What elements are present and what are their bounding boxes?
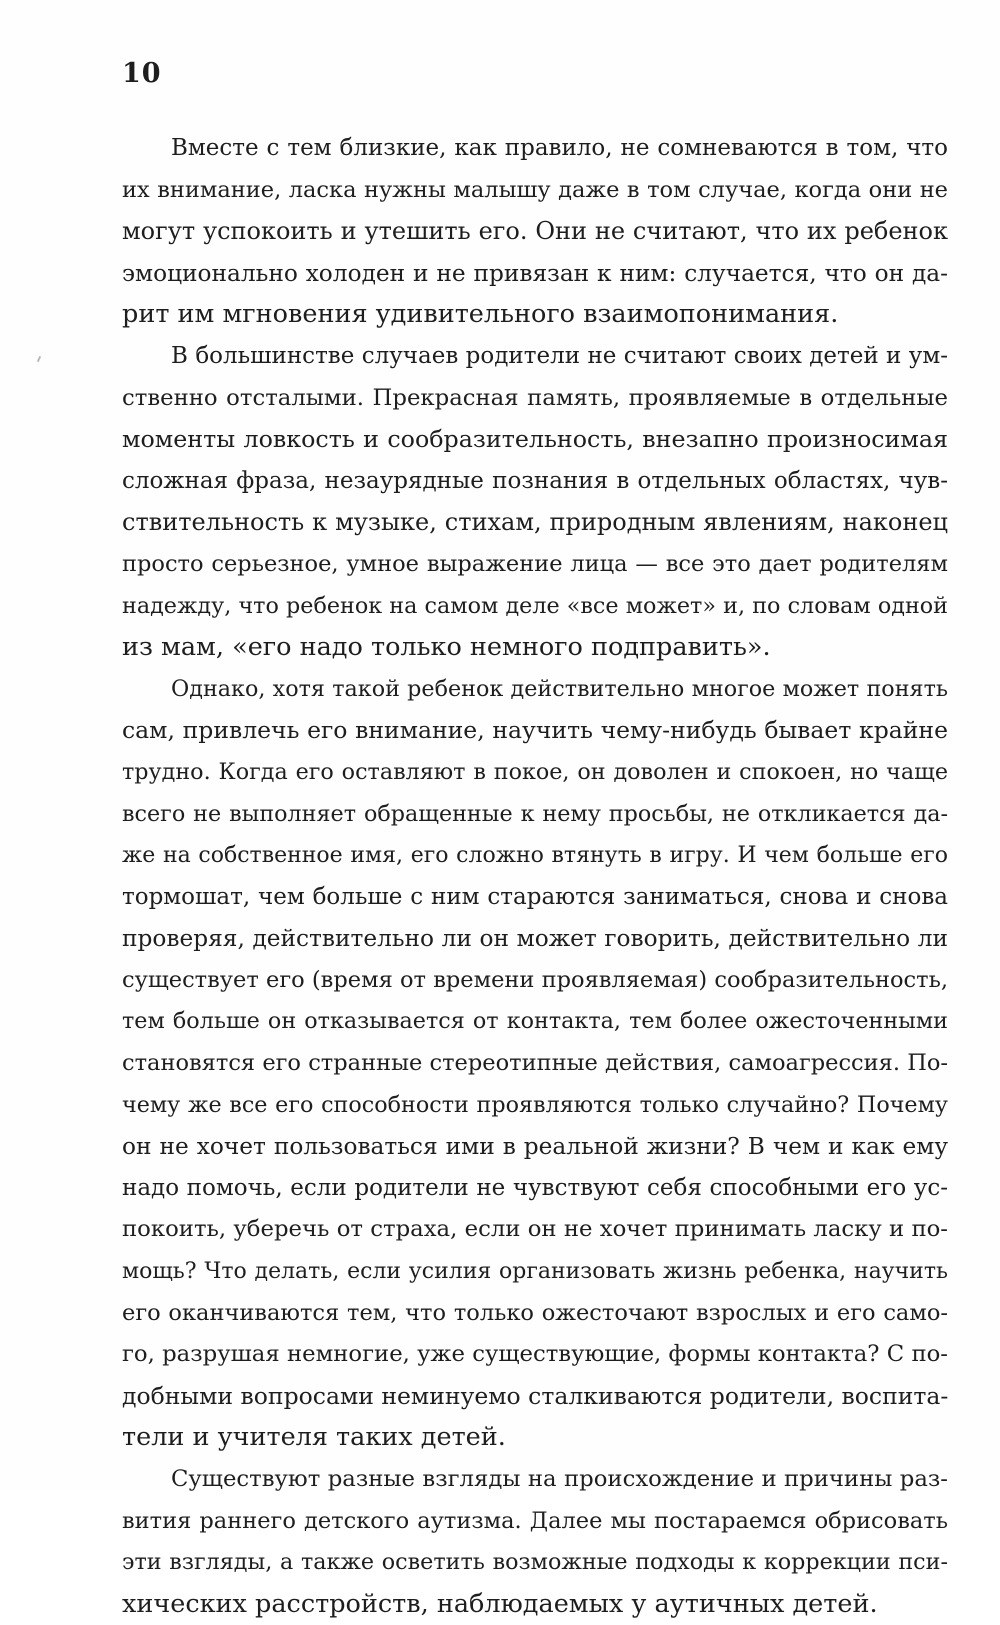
- text-line: тем больше он отказывается от контакта, тем более ожесточенными: [122, 1008, 948, 1035]
- text-line: становятся его странные стереотипные действия, самоагрессия. По-: [122, 1050, 948, 1077]
- text-line: Однако, хотя такой ребенок действительно многое может понять: [171, 675, 948, 702]
- paragraph: [122, 1459, 948, 1625]
- text-line: добными вопросами неминуемо сталкиваются родители, воспита-: [122, 1381, 949, 1410]
- text-line: их внимание, ласка нужны малышу даже в том случае, когда они не: [122, 176, 948, 203]
- text-line: надо помочь, если родители не чувствуют себя способными его ус-: [122, 1174, 948, 1201]
- text-line: ствительность к музыке, стихам, природным явлениям, наконец: [122, 508, 948, 537]
- text-line: тели и учителя таких детей.: [122, 1422, 506, 1453]
- paragraph: [122, 669, 948, 1459]
- text-line: вития раннего детского аутизма. Далее мы постараемся обрисовать: [122, 1507, 948, 1534]
- text-line: хических расстройств, наблюдаемых у аутичных детей.: [122, 1588, 878, 1619]
- text-line: всего не выполняет обращенные к нему просьбы, не откликается да-: [122, 800, 948, 827]
- page-number: 10: [122, 58, 162, 89]
- paragraph: [122, 128, 948, 336]
- text-line: покоить, уберечь от страха, если он не хочет принимать ласку и по-: [122, 1216, 948, 1243]
- text-line: из мам, «его надо только немного подправить».: [122, 632, 771, 663]
- text-line: тормошат, чем больше с ним стараются заниматься, снова и снова: [122, 883, 948, 910]
- text-line: же на собственное имя, его сложно втянуть в игру. И чем больше его: [122, 843, 948, 869]
- text-line: рит им мгновения удивительного взаимопонимания.: [122, 299, 839, 330]
- text-line: сложная фраза, незаурядные познания в отдельных областях, чув-: [122, 467, 948, 494]
- text-line: проверяя, действительно ли он может говорить, действительно ли: [122, 925, 948, 953]
- text-line: чему же все его способности проявляются только случайно? Почему: [122, 1091, 948, 1118]
- text-line: трудно. Когда его оставляют в покое, он доволен и спокоен, но чаще: [122, 758, 948, 785]
- text-line: просто серьезное, умное выражение лица — все это дает родителям: [122, 550, 948, 577]
- text-line: эмоционально холоден и не привязан к ним: случается, что он да-: [122, 259, 948, 287]
- text-line: моменты ловкость и сообразительность, внезапно произносимая: [122, 425, 948, 454]
- text-line: Существуют разные взгляды на происхождение и причины раз-: [171, 1466, 948, 1492]
- text-line: го, разрушая немногие, уже существующие, формы контакта? С по-: [122, 1341, 948, 1368]
- text-line: мощь? Что делать, если усилия организовать жизнь ребенка, научить: [122, 1259, 948, 1285]
- text-line: Вместе с тем близкие, как правило, не сомневаются в том, что: [171, 135, 948, 161]
- text-line: надежду, что ребенок на самом деле «все может» и, по словам одной: [122, 592, 948, 619]
- text-line: он не хочет пользоваться ими в реальной жизни? В чем и как ему: [122, 1133, 948, 1161]
- text-line: В большинстве случаев родители не считают своих детей и ум-: [171, 342, 948, 369]
- text-line: сам, привлечь его внимание, научить чему-нибудь бывает крайне: [122, 716, 948, 745]
- text-line: его оканчиваются тем, что только ожесточают взрослых и его само-: [122, 1299, 948, 1326]
- text-line: могут успокоить и утешить его. Они не считают, что их ребенок: [122, 217, 948, 246]
- text-line: эти взгляды, а также осветить возможные подходы к коррекции пси-: [122, 1549, 948, 1576]
- text-line: существует его (время от времени проявляемая) сообразительность,: [122, 966, 948, 993]
- paragraph: [122, 336, 948, 669]
- body-text: [122, 128, 948, 1625]
- scan-speck: [37, 356, 41, 362]
- text-line: ственно отсталыми. Прекрасная память, проявляемые в отдельные: [122, 384, 948, 411]
